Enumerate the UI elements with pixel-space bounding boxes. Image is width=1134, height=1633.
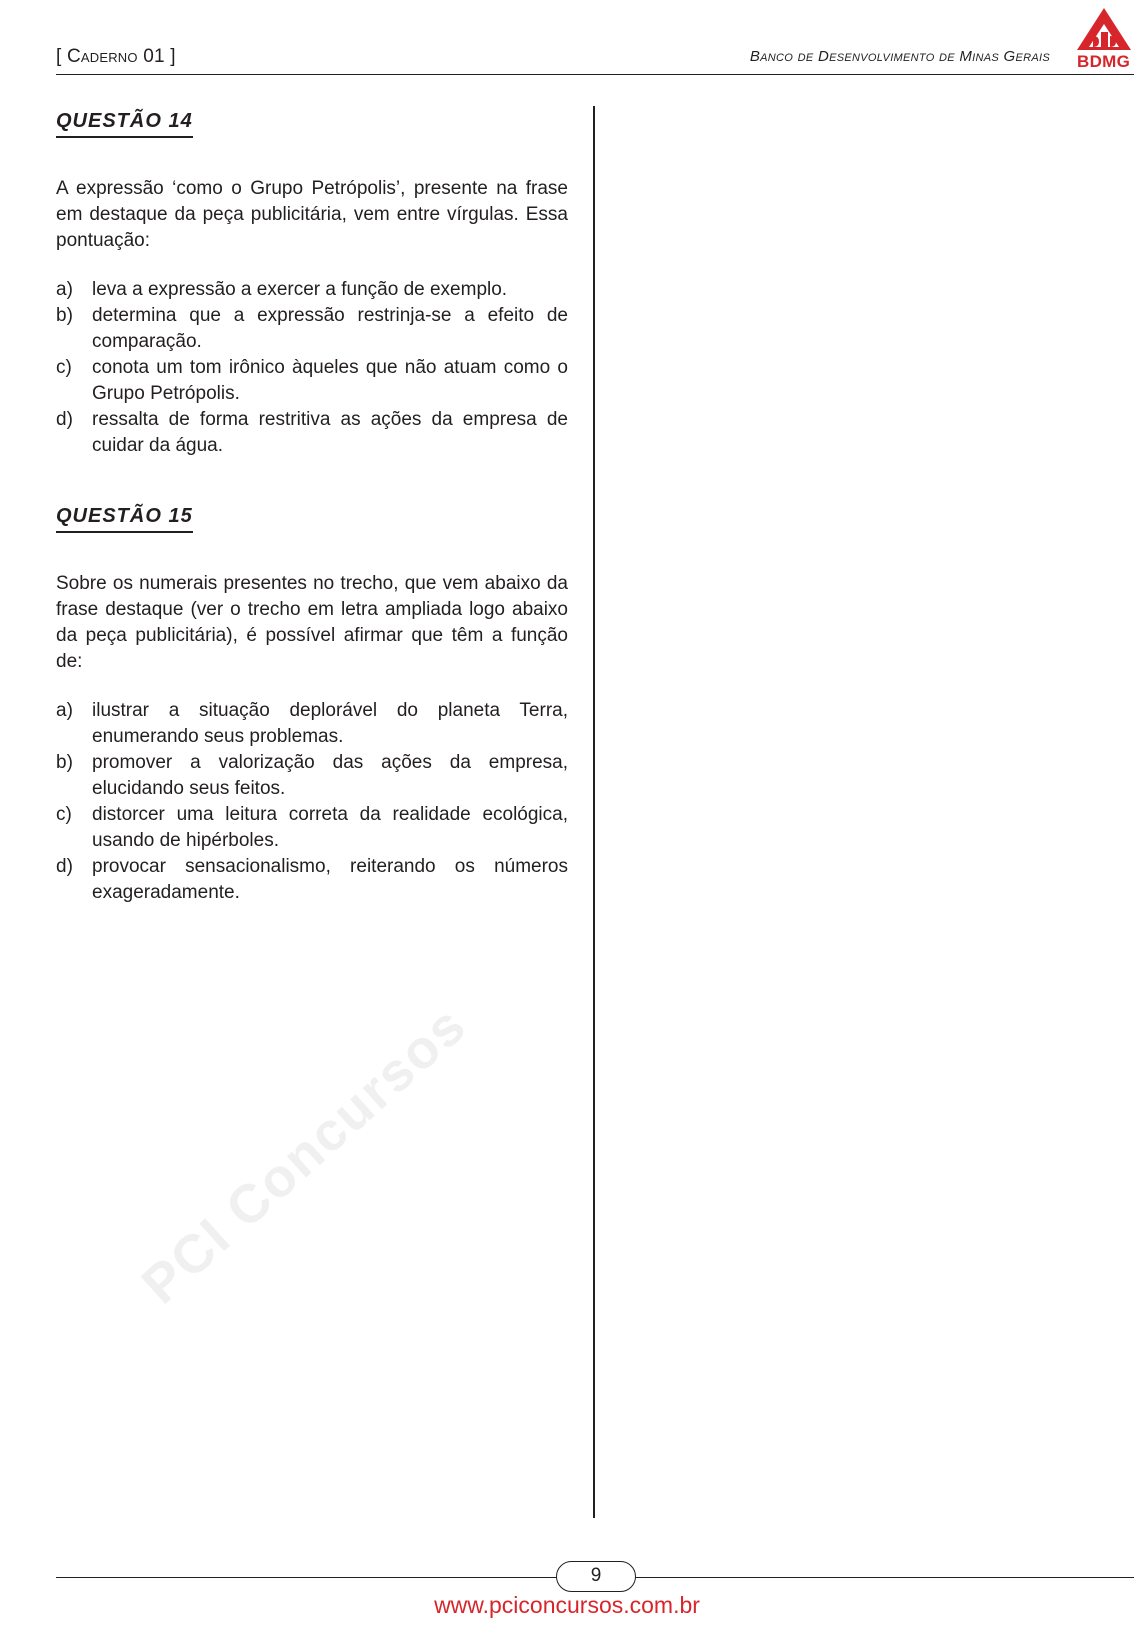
option-letter: a)	[56, 279, 73, 300]
watermark: PCI Concursos	[130, 994, 478, 1316]
column-divider	[593, 106, 595, 1518]
option-letter: a)	[56, 700, 73, 721]
question-statement: Sobre os numerais presentes no trecho, que vem abaixo da frase destaque (ver o trecho em letra ampliada logo abaixo da peça publicitária), é possível afirmar que têm a função de:	[56, 573, 568, 672]
option-text: conota um tom irônico àqueles que não atuam como o Grupo Petrópolis.	[92, 357, 568, 404]
header-bank-name: Banco de Desenvolvimento de Minas Gerais	[749, 48, 1050, 65]
option-text: ressalta de forma restritiva as ações da empresa de cuidar da água.	[92, 409, 568, 456]
option-a[interactable]	[56, 277, 568, 303]
option-letter: d)	[56, 409, 73, 430]
option-text: promover a valorização das ações da empresa, elucidando seus feitos.	[92, 752, 568, 799]
option-text: ilustrar a situação deplorável do planeta Terra, enumerando seus problemas.	[92, 700, 568, 747]
option-c[interactable]	[56, 355, 568, 407]
option-letter: b)	[56, 305, 73, 326]
header-caderno-label: Caderno	[66, 46, 138, 67]
header-caderno-number: 01 ]	[137, 46, 176, 67]
option-b[interactable]	[56, 750, 568, 802]
header-bracket-open: [	[56, 46, 67, 67]
option-d[interactable]	[56, 407, 568, 459]
option-b[interactable]	[56, 303, 568, 355]
option-d[interactable]	[56, 854, 568, 906]
header-divider	[56, 74, 1134, 75]
option-text: distorcer uma leitura correta da realidade ecológica, usando de hipérboles.	[92, 804, 568, 851]
option-letter: b)	[56, 752, 73, 773]
options-list	[56, 698, 568, 906]
option-letter: c)	[56, 357, 72, 378]
option-letter: d)	[56, 856, 73, 877]
question-title: QUESTÃO 14	[56, 110, 193, 138]
question-statement: A expressão ‘como o Grupo Petrópolis’, presente na frase em destaque da peça publicitária, vem entre vírgulas. Essa pontuação:	[56, 178, 568, 251]
bdmg-logo-text: BDMG	[1077, 52, 1131, 71]
footer-url-link[interactable]: www.pciconcursos.com.br	[434, 1592, 700, 1618]
option-c[interactable]	[56, 802, 568, 854]
option-text: determina que a expressão restrinja-se a efeito de comparação.	[92, 305, 568, 352]
left-column	[56, 110, 568, 906]
option-letter: c)	[56, 804, 72, 825]
question-title: QUESTÃO 15	[56, 505, 193, 533]
option-a[interactable]	[56, 698, 568, 750]
question-14	[56, 110, 568, 459]
page-number: 9	[556, 1561, 636, 1592]
option-text: provocar sensacionalismo, reiterando os números exageradamente.	[92, 856, 568, 903]
header-caderno	[56, 46, 176, 68]
options-list	[56, 277, 568, 459]
bdmg-logo	[1075, 6, 1134, 70]
option-text: leva a expressão a exercer a função de exemplo.	[92, 279, 508, 300]
bdmg-triangle-icon	[1075, 6, 1134, 52]
question-15	[56, 505, 568, 906]
